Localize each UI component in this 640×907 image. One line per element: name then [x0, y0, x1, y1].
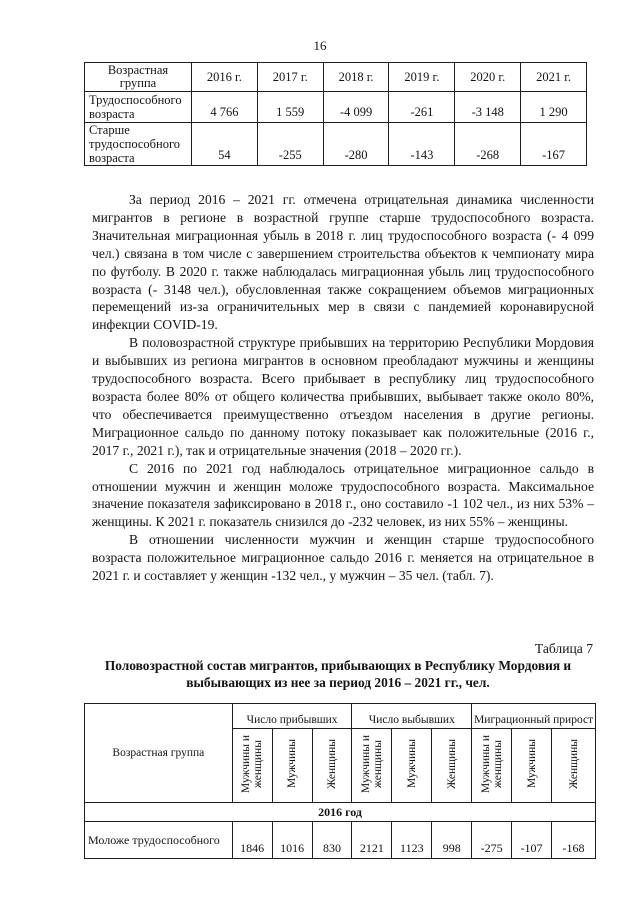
row-label: Старше трудоспособного возраста — [85, 123, 192, 166]
subheader-women: Женщины — [445, 739, 458, 789]
paragraph: В отношении численности мужчин и женщин старше трудоспособного возраста положительное миграционное сальдо 2016 г. меняется на отрицательное в 2021 г. и составляет у женщин -132 чел., у мужчин – 35 чел. (табл. 7). — [92, 532, 594, 584]
table-cell: -268 — [455, 123, 521, 166]
table-cell: -4 099 — [323, 92, 389, 123]
table-cell: 830 — [312, 822, 352, 859]
table-row — [85, 92, 587, 123]
subheader-women: Женщины — [326, 739, 338, 789]
year-label: 2016 год — [85, 803, 596, 822]
table-cell: 54 — [192, 123, 258, 166]
table-cell: -167 — [521, 123, 587, 166]
table-cell: 1016 — [272, 822, 312, 859]
subheader-men: Мужчины — [405, 739, 418, 789]
table-cell: -255 — [257, 123, 323, 166]
table-row — [85, 123, 587, 166]
table-cell: 2121 — [352, 822, 392, 859]
table-cell: 1 290 — [521, 92, 587, 123]
subheader-both: Мужчины и женщины — [240, 734, 265, 794]
subheader-men: Мужчины — [286, 739, 299, 789]
table-cell: 1123 — [392, 822, 432, 859]
table-cell: -280 — [323, 123, 389, 166]
subheader-women: Женщины — [567, 739, 580, 789]
subheader-men: Мужчины — [525, 739, 538, 789]
header-year: 2019 г. — [389, 63, 455, 92]
paragraph: В половозрастной структуре прибывших на территорию Республики Мордовия и выбывших из региона мигрантов в основном преобладают мужчины и женщины трудоспособного возраста. Всего прибывает в республику лиц трудоспособного возраста более 80% от общего количества прибывших, выбывает также около 80%, что обеспечивается преимущественно отъездом населения в другие регионы. Миграционное сальдо по данному потоку показывает как положительные (2016 г., 2017 г., 2021 г.), так и отрицательные значения (2018 – 2020 гг.). — [92, 335, 594, 458]
age-group-balance-table — [84, 62, 587, 166]
year-row — [85, 803, 596, 822]
header-age-group: Возрастная группа — [85, 63, 192, 92]
table-cell: 998 — [432, 822, 472, 859]
migrants-sex-age-table — [84, 703, 596, 859]
table-cell: -107 — [512, 822, 552, 859]
table-cell: -261 — [389, 92, 455, 123]
header-year: 2017 г. — [257, 63, 323, 92]
table-group-header-row — [85, 704, 596, 729]
row-label: Моложе трудоспособного — [85, 822, 233, 859]
header-migration-growth: Миграционный прирост — [472, 704, 596, 729]
header-departed: Число выбывших — [352, 704, 472, 729]
table-header-row — [85, 63, 587, 92]
table-cell: 1846 — [232, 822, 272, 859]
table-cell: 1 559 — [257, 92, 323, 123]
table-title: Половозрастной состав мигрантов, прибывающих в Республику Мордовия и выбывающих из нее за период 2016 – 2021 гг., чел. — [104, 658, 572, 690]
table-row — [85, 822, 596, 859]
header-year: 2020 г. — [455, 63, 521, 92]
paragraph: С 2016 по 2021 год наблюдалось отрицательное миграционное сальдо в отношении мужчин и женщин моложе трудоспособного возраста. Максимальное значение показателя зафиксировано в 2018 г., оно составило -1 102 чел., из них 53% – женщины. К 2021 г. показатель снизился до -232 человек, из них 55% – женщины. — [92, 460, 594, 530]
table-label: Таблица 7 — [534, 641, 593, 656]
page-number: 16 — [313, 38, 327, 53]
subheader-both: Мужчины и женщины — [359, 734, 384, 794]
row-label: Трудоспособного возраста — [85, 92, 192, 123]
header-age-group: Возрастная группа — [85, 704, 233, 803]
table-cell: 4 766 — [192, 92, 258, 123]
header-arrived: Число прибывших — [232, 704, 352, 729]
table-cell: -168 — [552, 822, 596, 859]
table-cell: -275 — [472, 822, 512, 859]
header-year: 2016 г. — [192, 63, 258, 92]
subheader-both: Мужчины и женщины — [479, 734, 504, 794]
header-year: 2018 г. — [323, 63, 389, 92]
paragraph: За период 2016 – 2021 гг. отмечена отрицательная динамика численности мигрантов в регионе в возрастной группе старше трудоспособного возраста. Значительная миграционная убыль в 2018 г. лиц трудоспособного возраста (- 4 099 чел.) связана в том числе с завершением строительства объектов к чемпионату мира по футболу. В 2020 г. также наблюдалась миграционная убыль лиц трудоспособного возраста (- 3148 чел.), обусловленная также сокращением объемов миграционных перемещений из-за ограничительных мер в связи с пандемией коронавирусной инфекции COVID-19. — [92, 192, 594, 333]
table-cell: -3 148 — [455, 92, 521, 123]
table-cell: -143 — [389, 123, 455, 166]
header-year: 2021 г. — [521, 63, 587, 92]
body-text — [92, 191, 594, 585]
